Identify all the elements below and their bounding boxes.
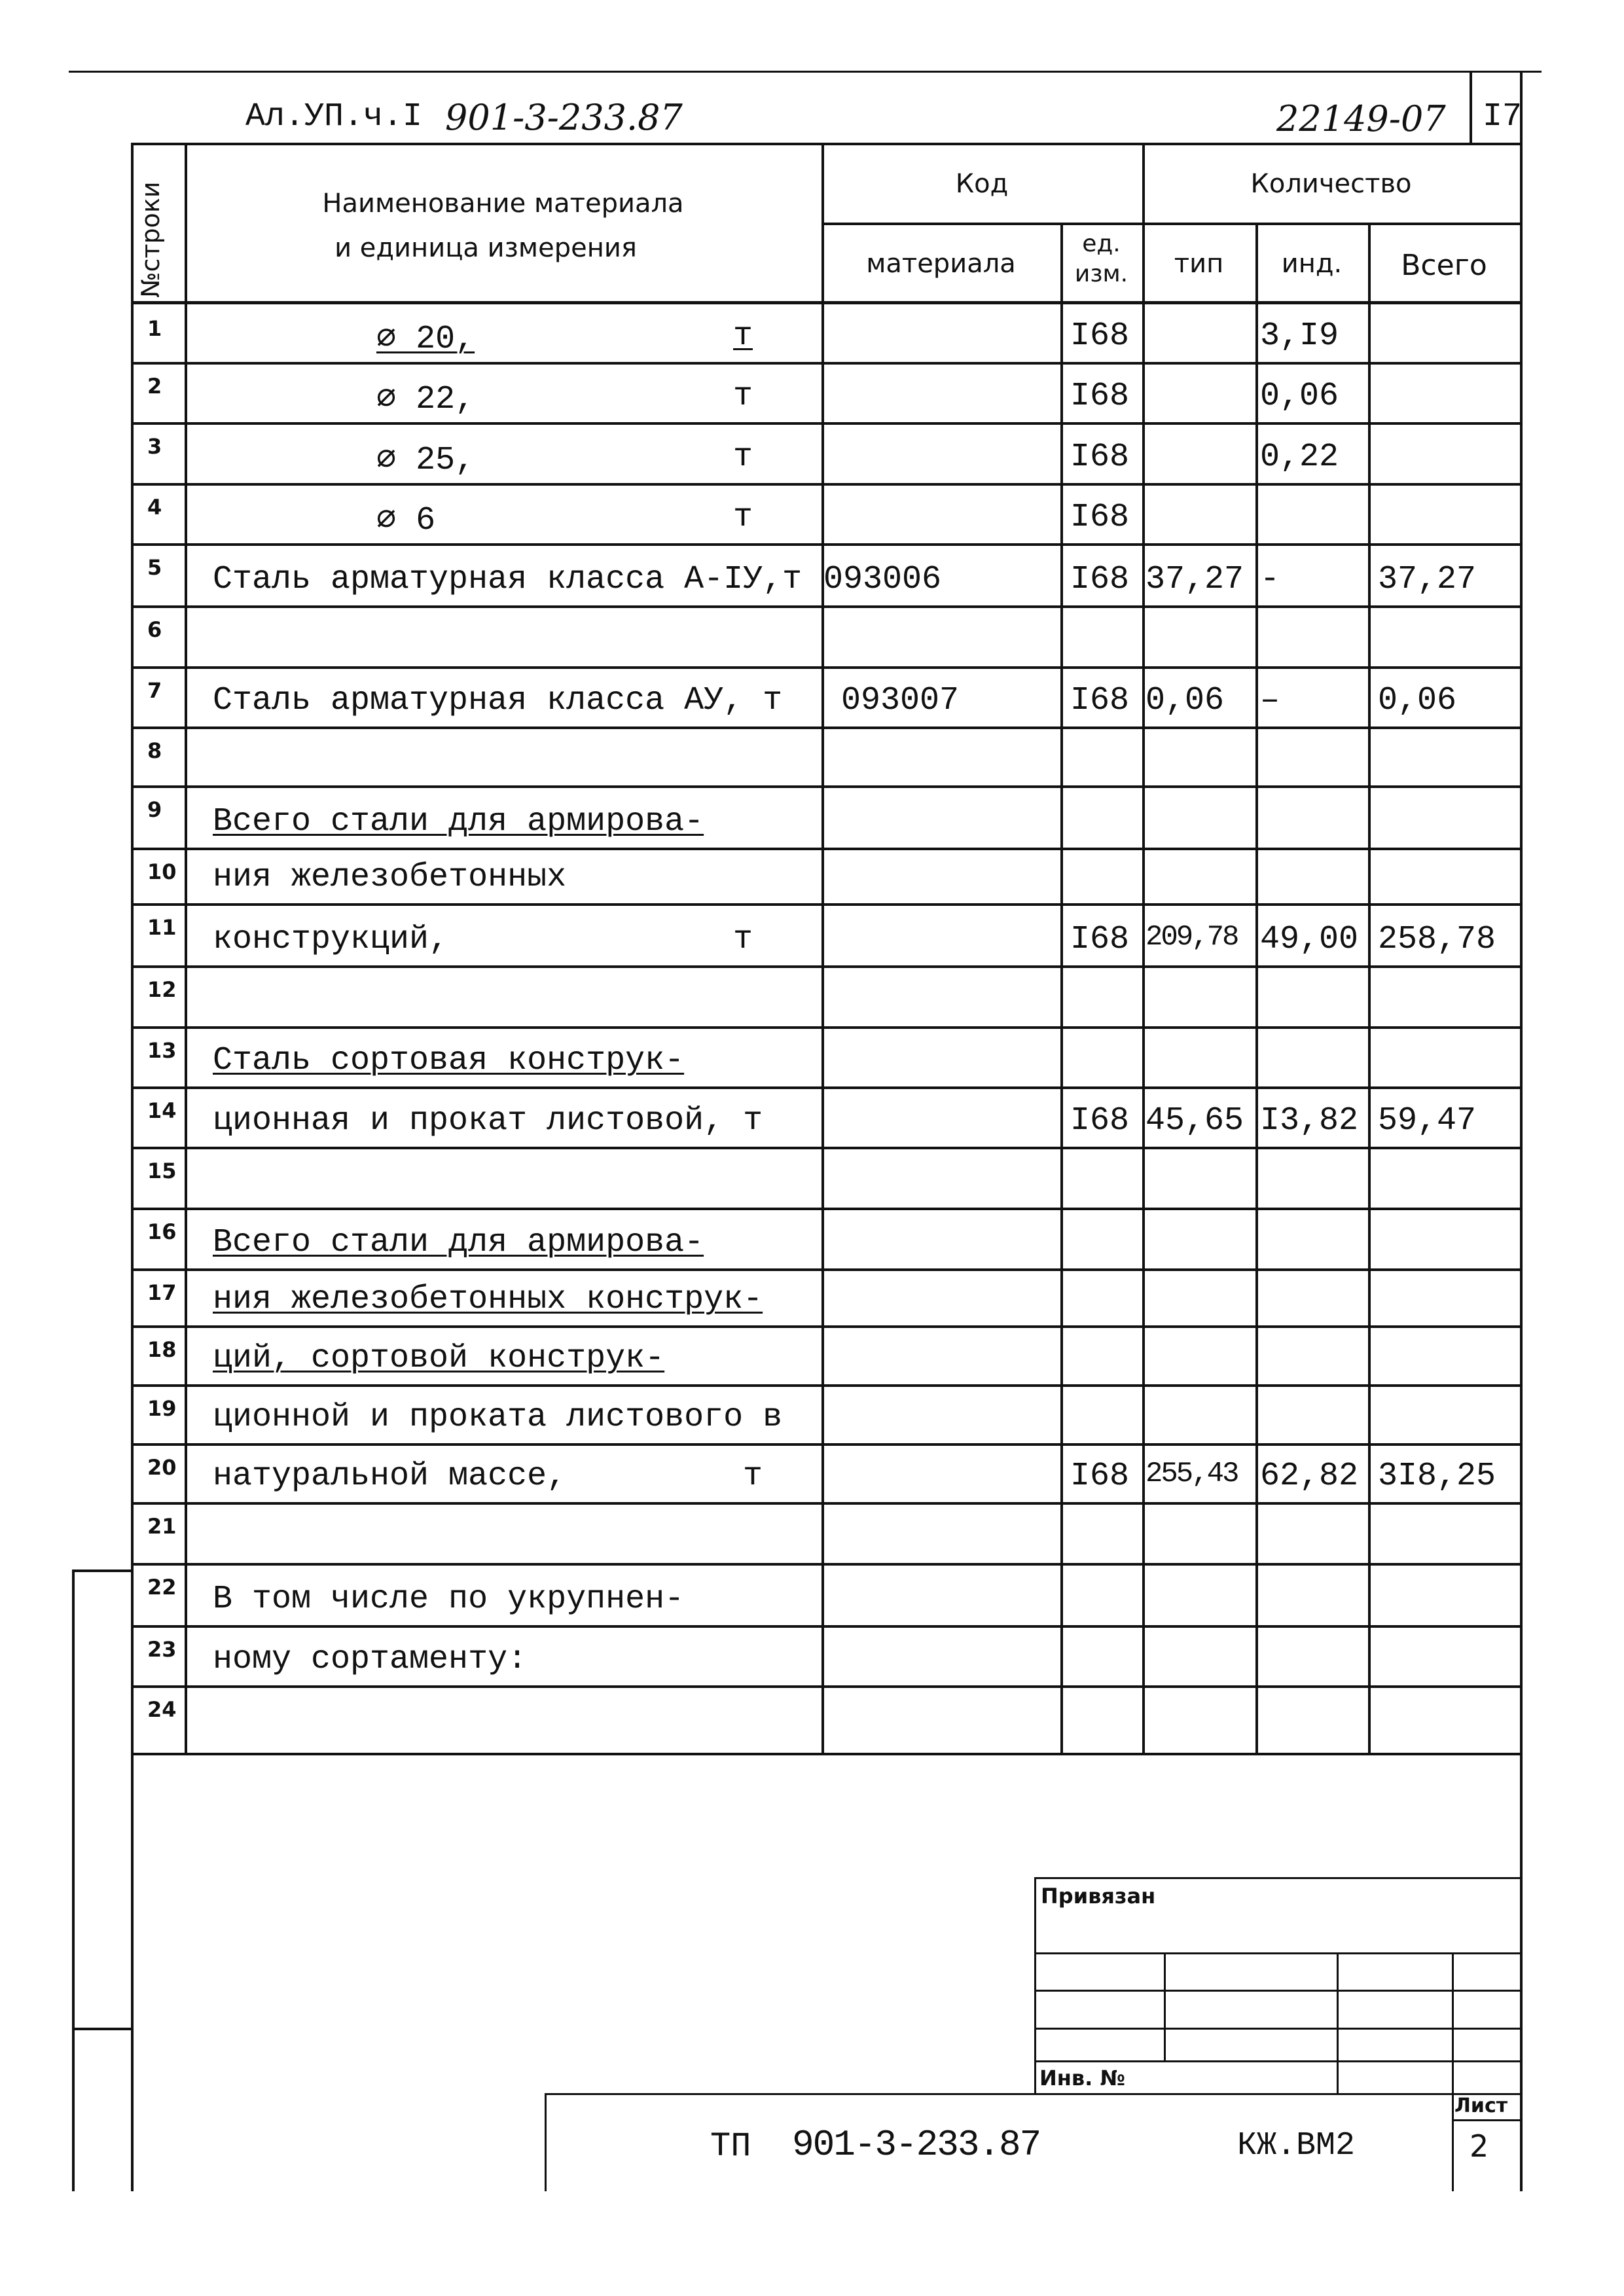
table-left-border bbox=[131, 143, 134, 2191]
drawing-code: КЖ.ВМ2 bbox=[1237, 2127, 1356, 2164]
row-material-name: ⌀ 6 bbox=[376, 502, 436, 539]
row-unit-code: I68 bbox=[1070, 439, 1130, 476]
row-number: 14 bbox=[147, 1098, 177, 1123]
row-number: 2 bbox=[147, 374, 162, 399]
col-sep-name bbox=[821, 143, 824, 1753]
row-qty-ind: 3,I9 bbox=[1260, 317, 1339, 355]
row-unit-code: I68 bbox=[1070, 499, 1130, 536]
col-sep-typ bbox=[1255, 223, 1258, 1753]
col-sep-rowno bbox=[185, 143, 187, 1753]
top-rule bbox=[69, 71, 1542, 73]
header-top-rule bbox=[131, 143, 1523, 145]
table-right-border bbox=[1520, 143, 1523, 1753]
row-unit-code: I68 bbox=[1070, 378, 1130, 415]
page-number-divider bbox=[1470, 71, 1472, 143]
project-number-handwritten: 901-3-233.87 bbox=[445, 97, 683, 138]
row-divider bbox=[131, 1208, 1523, 1210]
row-qty-total: 37,27 bbox=[1378, 561, 1477, 598]
stamp-rule-2 bbox=[1034, 1990, 1523, 1992]
row-unit: т bbox=[733, 378, 753, 415]
row-number: 19 bbox=[147, 1396, 177, 1421]
row-divider bbox=[131, 965, 1523, 968]
row-number: 5 bbox=[147, 555, 162, 580]
header-mid-rule bbox=[821, 223, 1523, 225]
col-code-header: Код bbox=[955, 169, 1009, 199]
left-binding-line bbox=[72, 1570, 75, 2191]
row-qty-typ: 209,78 bbox=[1146, 921, 1238, 954]
sheet-label: Лист bbox=[1454, 2094, 1508, 2117]
row-number: 18 bbox=[147, 1337, 177, 1362]
row-material-code: 093006 bbox=[823, 561, 942, 598]
row-divider bbox=[131, 848, 1523, 850]
row-material-name: ционной и проката листового в bbox=[213, 1399, 783, 1436]
row-divider bbox=[131, 422, 1523, 425]
row-number: 12 bbox=[147, 977, 177, 1002]
row-material-name: Всего стали для армирова- bbox=[213, 803, 704, 840]
row-material-name: Сталь арматурная класса АУ, т bbox=[213, 682, 783, 719]
stamp-rule-4 bbox=[1034, 2060, 1523, 2062]
row-material-name: ⌀ 20, bbox=[376, 321, 475, 358]
row-number: 20 bbox=[147, 1455, 177, 1480]
row-unit-code: I68 bbox=[1070, 1102, 1130, 1139]
col-unit-header-line2: изм. bbox=[1074, 260, 1128, 287]
row-qty-ind: 49,00 bbox=[1260, 921, 1359, 958]
stamp-col-3 bbox=[1452, 1952, 1454, 2191]
row-qty-ind: 62,82 bbox=[1260, 1458, 1359, 1495]
col-qty-total-header: Всего bbox=[1401, 249, 1487, 282]
row-number: 11 bbox=[147, 915, 177, 940]
row-divider bbox=[131, 1625, 1523, 1628]
sheet-label-rule bbox=[1452, 2119, 1523, 2121]
col-name-header-line1: Наименование материала bbox=[322, 188, 684, 219]
row-material-name: ния железобетонных bbox=[213, 859, 567, 896]
row-divider bbox=[131, 1443, 1523, 1446]
row-divider bbox=[131, 1147, 1523, 1149]
row-divider bbox=[131, 1753, 1523, 1755]
row-number: 23 bbox=[147, 1637, 177, 1662]
row-divider bbox=[131, 903, 1523, 906]
stamp-rule-3 bbox=[1034, 2028, 1523, 2030]
row-unit-code: I68 bbox=[1070, 682, 1130, 719]
col-sep-ind bbox=[1368, 223, 1371, 1753]
row-divider bbox=[131, 543, 1523, 546]
album-label: Ал.УП.ч.I bbox=[245, 98, 423, 135]
row-divider bbox=[131, 666, 1523, 669]
row-material-name: ций, сортовой конструк- bbox=[213, 1340, 665, 1377]
stamp-main-left-border bbox=[545, 2093, 547, 2191]
row-number: 16 bbox=[147, 1219, 177, 1244]
row-qty-total: 0,06 bbox=[1378, 682, 1457, 719]
stamp-top-rule bbox=[1034, 1877, 1523, 1879]
row-unit: т bbox=[743, 1458, 763, 1495]
row-number: 17 bbox=[147, 1280, 177, 1305]
row-qty-ind: 0,22 bbox=[1260, 439, 1339, 476]
privyazan-label: Привязан bbox=[1041, 1884, 1156, 1909]
inv-no-label: Инв. № bbox=[1039, 2066, 1125, 2090]
row-number: 15 bbox=[147, 1158, 177, 1183]
col-quantity-header: Количество bbox=[1250, 169, 1412, 199]
col-unit-header-line1: ед. bbox=[1082, 230, 1121, 257]
header-bottom-rule bbox=[131, 301, 1523, 304]
row-material-name: натуральной массе, bbox=[213, 1458, 567, 1495]
row-qty-ind: 0,06 bbox=[1260, 378, 1339, 415]
row-unit-code: I68 bbox=[1070, 561, 1130, 598]
row-material-name: ционная и прокат листовой, т bbox=[213, 1102, 763, 1139]
row-divider bbox=[131, 1502, 1523, 1505]
row-number: 4 bbox=[147, 495, 162, 520]
row-unit: т bbox=[733, 439, 753, 476]
row-divider bbox=[131, 1384, 1523, 1387]
row-material-name: ⌀ 22, bbox=[376, 381, 475, 418]
row-material-name: В том числе по укрупнен- bbox=[213, 1581, 685, 1618]
stamp-rule-1 bbox=[1034, 1952, 1523, 1954]
row-divider bbox=[131, 1086, 1523, 1089]
row-unit-code: I68 bbox=[1070, 921, 1130, 958]
row-qty-typ: 0,06 bbox=[1146, 682, 1225, 719]
row-divider bbox=[131, 605, 1523, 608]
row-qty-ind: I3,82 bbox=[1260, 1102, 1359, 1139]
doc-number-handwritten: 22149-07 bbox=[1276, 98, 1446, 139]
row-divider bbox=[131, 785, 1523, 788]
row-number: 6 bbox=[147, 617, 162, 642]
sheet-number: 2 bbox=[1470, 2128, 1489, 2164]
row-material-name: ния железобетонных конструк- bbox=[213, 1281, 763, 1318]
row-divider bbox=[131, 1026, 1523, 1029]
row-material-name: Всего стали для армирова- bbox=[213, 1224, 704, 1261]
row-divider bbox=[131, 1325, 1523, 1328]
row-qty-ind: – bbox=[1260, 682, 1280, 719]
col-name-header-line2: и единица измерения bbox=[334, 233, 637, 263]
row-unit: т bbox=[733, 317, 753, 355]
row-material-name: Сталь арматурная класса А-IУ,т bbox=[213, 561, 803, 598]
row-qty-ind: - bbox=[1260, 561, 1280, 598]
row-material-name: Сталь сортовая конструк- bbox=[213, 1042, 685, 1079]
row-divider bbox=[131, 726, 1523, 729]
row-divider bbox=[131, 1268, 1523, 1271]
col-code-material-header: материала bbox=[866, 249, 1016, 279]
stamp-main-top-rule bbox=[545, 2093, 1523, 2095]
row-number: 10 bbox=[147, 859, 177, 884]
row-number: 8 bbox=[147, 738, 162, 763]
row-number: 22 bbox=[147, 1575, 177, 1600]
tp-label: ТП bbox=[710, 2127, 751, 2166]
row-unit-code: I68 bbox=[1070, 1458, 1130, 1495]
row-qty-total: 3I8,25 bbox=[1378, 1458, 1496, 1495]
row-qty-typ: 255,43 bbox=[1146, 1458, 1238, 1490]
row-divider bbox=[131, 1685, 1523, 1688]
col-qty-typ-header: тип bbox=[1174, 249, 1224, 279]
tp-number: 901-3-233.87 bbox=[792, 2124, 1041, 2166]
col-sep-unit bbox=[1142, 143, 1145, 1753]
row-divider bbox=[131, 1563, 1523, 1566]
col-qty-ind-header: инд. bbox=[1281, 249, 1343, 279]
col-row-number-header: №строки bbox=[136, 181, 165, 298]
row-material-name: ⌀ 25, bbox=[376, 442, 475, 479]
binding-mark-top bbox=[72, 1570, 132, 1572]
row-divider bbox=[131, 483, 1523, 486]
row-number: 3 bbox=[147, 434, 162, 459]
row-qty-typ: 45,65 bbox=[1146, 1102, 1244, 1139]
row-unit-code: I68 bbox=[1070, 317, 1130, 355]
row-qty-total: 258,78 bbox=[1378, 921, 1496, 958]
stamp-col-1 bbox=[1164, 1952, 1166, 2060]
row-number: 24 bbox=[147, 1697, 177, 1722]
row-number: 7 bbox=[147, 678, 162, 703]
row-qty-total: 59,47 bbox=[1378, 1102, 1477, 1139]
row-qty-typ: 37,27 bbox=[1146, 561, 1244, 598]
stamp-col-2 bbox=[1337, 1952, 1339, 2093]
binding-mark-bottom bbox=[72, 2028, 132, 2030]
row-number: 13 bbox=[147, 1038, 177, 1063]
col-sep-code bbox=[1060, 223, 1063, 1753]
row-number: 21 bbox=[147, 1514, 177, 1539]
row-unit: т bbox=[733, 921, 753, 958]
row-material-code: 093007 bbox=[841, 682, 960, 719]
row-material-name: конструкций, bbox=[213, 921, 449, 958]
row-divider bbox=[131, 362, 1523, 365]
row-unit: т bbox=[733, 499, 753, 536]
page-number: I7 bbox=[1483, 98, 1523, 135]
row-number: 9 bbox=[147, 797, 162, 822]
row-number: 1 bbox=[147, 316, 162, 341]
row-material-name: ному сортаменту: bbox=[213, 1641, 528, 1678]
